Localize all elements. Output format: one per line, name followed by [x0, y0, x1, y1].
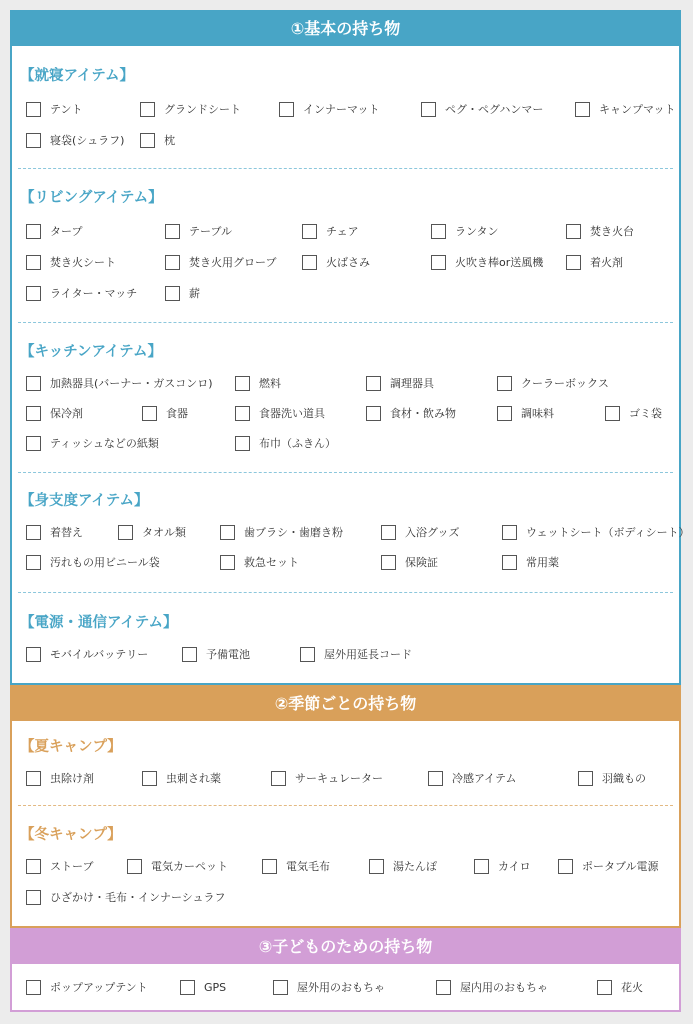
- checkbox[interactable]: [566, 224, 581, 239]
- checkbox[interactable]: [235, 406, 250, 421]
- checklist-item[interactable]: ゴミ袋: [605, 404, 662, 422]
- checklist-item[interactable]: 屋外用のおもちゃ: [273, 978, 385, 996]
- checklist-item[interactable]: 電気カーペット: [127, 857, 228, 875]
- checklist-item[interactable]: 羽織もの: [578, 769, 646, 787]
- checkbox[interactable]: [26, 406, 41, 421]
- checklist-item[interactable]: 調理器具: [366, 374, 434, 392]
- checkbox[interactable]: [180, 980, 195, 995]
- checklist-item[interactable]: 虫除け剤: [26, 769, 94, 787]
- checklist-item[interactable]: 枕: [140, 131, 175, 149]
- checkbox[interactable]: [502, 555, 517, 570]
- checklist-item[interactable]: 入浴グッズ: [381, 523, 459, 541]
- checklist-item[interactable]: 布巾（ふきん）: [235, 434, 336, 452]
- checkbox[interactable]: [142, 406, 157, 421]
- checkbox[interactable]: [140, 133, 155, 148]
- checkbox[interactable]: [300, 647, 315, 662]
- checklist-item[interactable]: 薪: [165, 284, 200, 302]
- checklist-item[interactable]: 焚き火用グローブ: [165, 253, 276, 271]
- checklist-item[interactable]: ポータブル電源: [558, 857, 659, 875]
- checkbox[interactable]: [271, 771, 286, 786]
- checklist-item[interactable]: キャンプマット: [575, 100, 676, 118]
- checklist-item[interactable]: 常用薬: [502, 553, 559, 571]
- checklist-item[interactable]: 着火剤: [566, 253, 623, 271]
- checklist-item[interactable]: 食器洗い道具: [235, 404, 325, 422]
- checkbox[interactable]: [421, 102, 436, 117]
- checklist-item[interactable]: 予備電池: [182, 645, 250, 663]
- checkbox[interactable]: [302, 255, 317, 270]
- checkbox[interactable]: [165, 255, 180, 270]
- checkbox[interactable]: [381, 525, 396, 540]
- checklist-item[interactable]: 保険証: [381, 553, 438, 571]
- kids-section: [10, 928, 681, 1012]
- checklist-item[interactable]: タオル類: [118, 523, 186, 541]
- checklist-item[interactable]: ストーブ: [26, 857, 93, 875]
- checkbox[interactable]: [497, 406, 512, 421]
- divider: [18, 168, 673, 169]
- category-title: 【リビングアイテム】: [20, 190, 163, 206]
- checkbox[interactable]: [431, 224, 446, 239]
- checklist-item[interactable]: 救急セット: [220, 553, 299, 571]
- checklist-item[interactable]: 調味料: [497, 404, 554, 422]
- checkbox[interactable]: [436, 980, 451, 995]
- checkbox[interactable]: [366, 406, 381, 421]
- category-title: 【就寝アイテム】: [20, 68, 134, 84]
- checklist-item[interactable]: ひざかけ・毛布・インナーシュラフ: [26, 888, 226, 906]
- checkbox[interactable]: [302, 224, 317, 239]
- checklist-item[interactable]: ランタン: [431, 222, 499, 240]
- checklist-item[interactable]: 屋外用延長コード: [300, 645, 412, 663]
- checkbox[interactable]: [497, 376, 512, 391]
- checkbox[interactable]: [118, 525, 133, 540]
- checkbox[interactable]: [26, 133, 41, 148]
- checklist-item[interactable]: 歯ブラシ・歯磨き粉: [220, 523, 343, 541]
- checklist-item[interactable]: インナーマット: [279, 100, 380, 118]
- checkbox[interactable]: [142, 771, 157, 786]
- checklist-item[interactable]: 虫刺され薬: [142, 769, 221, 787]
- checklist-item[interactable]: 焚き火シート: [26, 253, 116, 271]
- checkbox[interactable]: [165, 224, 180, 239]
- checklist-item[interactable]: グランドシート: [140, 100, 241, 118]
- checkbox[interactable]: [26, 890, 41, 905]
- checkbox[interactable]: [235, 436, 250, 451]
- checklist-item[interactable]: 汚れもの用ビニール袋: [26, 553, 160, 571]
- checkbox[interactable]: [26, 102, 41, 117]
- checklist-item[interactable]: 火ばさみ: [302, 253, 370, 271]
- checklist-item[interactable]: 湯たんぽ: [369, 857, 437, 875]
- checklist-item[interactable]: ウェットシート（ボディシート）: [502, 523, 690, 541]
- section-title-season: ②季節ごとの持ち物: [12, 687, 679, 721]
- checkbox[interactable]: [220, 555, 235, 570]
- category-title: 【電源・通信アイテム】: [20, 615, 178, 631]
- checkbox[interactable]: [26, 376, 41, 391]
- checkbox[interactable]: [26, 255, 41, 270]
- divider: [18, 805, 673, 806]
- season-section: [10, 685, 681, 928]
- checklist-item[interactable]: 屋内用のおもちゃ: [436, 978, 548, 996]
- checklist-item[interactable]: ティッシュなどの紙類: [26, 434, 159, 452]
- checkbox[interactable]: [165, 286, 180, 301]
- checkbox[interactable]: [26, 436, 41, 451]
- checklist-item[interactable]: サーキュレーター: [271, 769, 383, 787]
- checklist-item[interactable]: 電気毛布: [262, 857, 330, 875]
- checkbox[interactable]: [381, 555, 396, 570]
- checkbox[interactable]: [558, 859, 573, 874]
- checklist-item[interactable]: チェア: [302, 222, 359, 240]
- category-title: 【夏キャンプ】: [20, 739, 122, 755]
- checklist-item[interactable]: 火吹き棒or送風機: [431, 253, 543, 271]
- checkbox[interactable]: [575, 102, 590, 117]
- checklist-item[interactable]: 燃料: [235, 374, 281, 392]
- checkbox[interactable]: [369, 859, 384, 874]
- checkbox[interactable]: [182, 647, 197, 662]
- checklist-item[interactable]: テント: [26, 100, 82, 118]
- checklist-item[interactable]: 加熱器具(バーナー・ガスコンロ): [26, 374, 213, 392]
- checkbox[interactable]: [26, 555, 41, 570]
- checklist-item[interactable]: 保冷剤: [26, 404, 83, 422]
- checkbox[interactable]: [262, 859, 277, 874]
- checkbox[interactable]: [220, 525, 235, 540]
- basic-section: [10, 10, 690, 685]
- checkbox[interactable]: [605, 406, 620, 421]
- checklist-item[interactable]: ライター・マッチ: [26, 284, 137, 302]
- checkbox[interactable]: [127, 859, 142, 874]
- checklist-item[interactable]: モバイルバッテリー: [26, 645, 148, 663]
- checklist-item[interactable]: 冷感アイテム: [428, 769, 516, 787]
- checkbox[interactable]: [502, 525, 517, 540]
- checklist-item[interactable]: カイロ: [474, 857, 531, 875]
- checkbox[interactable]: [566, 255, 581, 270]
- category-title: 【身支度アイテム】: [20, 493, 149, 509]
- checklist-item[interactable]: ポップアップテント: [26, 978, 148, 996]
- checkbox[interactable]: [474, 859, 489, 874]
- checklist-item[interactable]: 食材・飲み物: [366, 404, 456, 422]
- checklist-item[interactable]: テーブル: [165, 222, 232, 240]
- checkbox[interactable]: [428, 771, 443, 786]
- checkbox[interactable]: [26, 525, 41, 540]
- section-title-basic: ①基本の持ち物: [12, 12, 679, 46]
- divider: [18, 322, 673, 323]
- checkbox[interactable]: [26, 771, 41, 786]
- checklist-item[interactable]: 着替え: [26, 523, 83, 541]
- checklist-item[interactable]: 焚き火台: [566, 222, 634, 240]
- checkbox[interactable]: [597, 980, 612, 995]
- divider: [18, 472, 673, 473]
- section-title-kids: ③子どものための持ち物: [12, 930, 679, 964]
- category-title: 【キッチンアイテム】: [20, 344, 162, 360]
- checkbox[interactable]: [431, 255, 446, 270]
- divider: [18, 592, 673, 593]
- checkbox[interactable]: [26, 859, 41, 874]
- checklist-item[interactable]: ペグ・ペグハンマー: [421, 100, 543, 118]
- category-title: 【冬キャンプ】: [20, 827, 122, 843]
- checkbox[interactable]: [26, 980, 41, 995]
- checkbox[interactable]: [578, 771, 593, 786]
- checklist-item[interactable]: タープ: [26, 222, 82, 240]
- checklist-item[interactable]: クーラーボックス: [497, 374, 609, 392]
- checkbox[interactable]: [279, 102, 294, 117]
- checkbox[interactable]: [26, 224, 41, 239]
- checklist-item[interactable]: 花火: [597, 978, 643, 996]
- checkbox[interactable]: [366, 376, 381, 391]
- checklist-item[interactable]: 寝袋(シュラフ): [26, 131, 124, 149]
- checkbox[interactable]: [26, 286, 41, 301]
- checklist-item[interactable]: GPS: [180, 978, 226, 996]
- checkbox[interactable]: [26, 647, 41, 662]
- checkbox[interactable]: [140, 102, 155, 117]
- checkbox[interactable]: [273, 980, 288, 995]
- checkbox[interactable]: [235, 376, 250, 391]
- checklist-item[interactable]: 食器: [142, 404, 188, 422]
